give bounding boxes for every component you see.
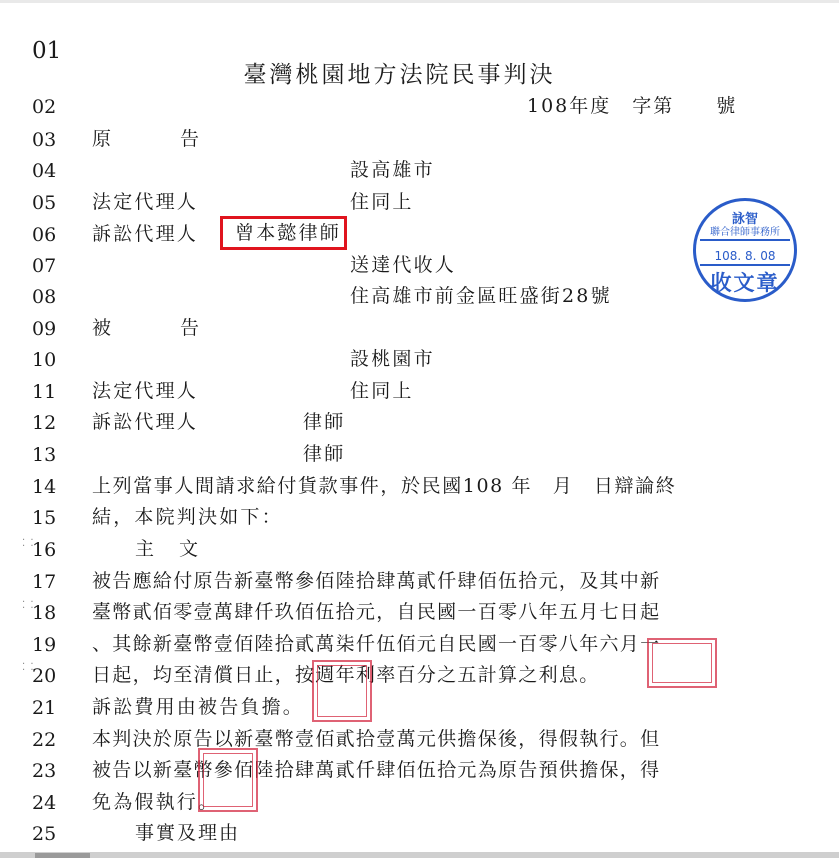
line-number-07: 07	[32, 255, 57, 277]
defendant-address: 設桃園市	[350, 348, 435, 370]
line-number-06: 06	[32, 224, 57, 246]
line-number-10: 10	[32, 349, 57, 371]
defendant-legal-rep-address: 住同上	[350, 380, 414, 402]
line-number-17: 17	[32, 571, 57, 593]
body-line-19: 、其餘新臺幣壹佰陸拾貳萬柒仟伍佰元自民國一百零八年六月一	[92, 633, 661, 655]
defendant-heading: 被 告	[92, 317, 203, 339]
body-line-14: 上列當事人間請求給付貨款事件，於民國108 年 月 日辯論終	[92, 475, 677, 497]
line-number-15: 15	[32, 507, 57, 529]
line-number-01: 01	[32, 38, 62, 64]
seal-firm-org: 聯合律師事務所	[710, 227, 780, 238]
body-line-24: 免為假執行。	[92, 791, 220, 813]
margin-dots: ⁚ ⁚	[22, 662, 35, 673]
line-number-13: 13	[32, 444, 57, 466]
red-seal-stamp	[198, 748, 258, 812]
defendant-counsel-label: 訴訟代理人	[92, 411, 199, 433]
plaintiff-counsel-label: 訴訟代理人	[92, 223, 199, 245]
line-number-04: 04	[32, 160, 57, 182]
red-seal-stamp	[312, 660, 372, 722]
case-number: 108年度 字第 號	[527, 95, 738, 117]
line-number-20: 20	[32, 665, 57, 687]
line-number-09: 09	[32, 318, 57, 340]
seal-date: 108. 8. 08	[714, 249, 776, 263]
line-number-19: 19	[32, 634, 57, 656]
line-number-12: 12	[32, 412, 57, 434]
line-number-23: 23	[32, 760, 57, 782]
defendant-counsel-1: 律師	[303, 411, 346, 433]
line-number-16: 16	[32, 539, 57, 561]
received-seal	[693, 198, 797, 302]
line-number-18: 18	[32, 602, 57, 624]
service-agent-address: 住高雄市前金區旺盛街28號	[350, 285, 612, 307]
line-number-08: 08	[32, 286, 57, 308]
facts-heading: 事實及理由	[135, 822, 241, 844]
body-line-20: 日起，均至清償日止，按週年利率百分之五計算之利息。	[92, 664, 600, 686]
body-line-17: 被告應給付原告新臺幣參佰陸拾肆萬貳仟肆佰伍拾元，及其中新	[92, 570, 661, 592]
line-number-22: 22	[32, 729, 57, 751]
defendant-legal-rep-label: 法定代理人	[92, 380, 199, 402]
body-line-22: 本判決於原告以新臺幣壹佰貳拾壹萬元供擔保後，得假執行。但	[92, 728, 661, 750]
plaintiff-legal-rep-address: 住同上	[350, 191, 414, 213]
seal-label: 收文章	[710, 271, 780, 295]
margin-dots: ⁚ ⁚	[22, 600, 35, 611]
highlight-box	[220, 216, 347, 250]
line-number-11: 11	[32, 381, 57, 403]
line-number-05: 05	[32, 192, 57, 214]
line-number-02: 02	[32, 96, 57, 118]
line-number-24: 24	[32, 792, 57, 814]
margin-dots: ⁚ ⁚	[22, 538, 35, 549]
service-agent-label: 送達代收人	[350, 254, 457, 276]
bottom-edge	[0, 852, 839, 858]
plaintiff-legal-rep-label: 法定代理人	[92, 191, 199, 213]
main-text-heading: 主 文	[135, 538, 202, 560]
plaintiff-counsel-name: 曾本懿律師	[235, 222, 342, 244]
seal-firm-name: 詠智	[731, 212, 758, 227]
body-line-21: 訴訟費用由被告負擔。	[92, 696, 305, 718]
seal-divider	[700, 239, 790, 241]
plaintiff-address: 設高雄市	[350, 159, 435, 181]
line-number-03: 03	[32, 129, 57, 151]
line-number-21: 21	[32, 697, 57, 719]
line-number-25: 25	[32, 823, 57, 845]
red-seal-stamp	[647, 638, 717, 688]
seal-divider	[700, 264, 790, 266]
body-line-23: 被告以新臺幣參佰陸拾肆萬貳仟肆佰伍拾元為原告預供擔保，得	[92, 759, 661, 781]
body-line-18: 臺幣貳佰零壹萬肆仟玖佰伍拾元，自民國一百零八年五月七日起	[92, 601, 661, 623]
document-title: 臺灣桃園地方法院民事判決	[243, 62, 556, 88]
body-line-15: 結，本院判決如下：	[92, 506, 283, 528]
top-edge	[0, 0, 839, 3]
plaintiff-heading: 原 告	[92, 128, 203, 150]
line-number-14: 14	[32, 476, 57, 498]
defendant-counsel-2: 律師	[303, 443, 346, 465]
